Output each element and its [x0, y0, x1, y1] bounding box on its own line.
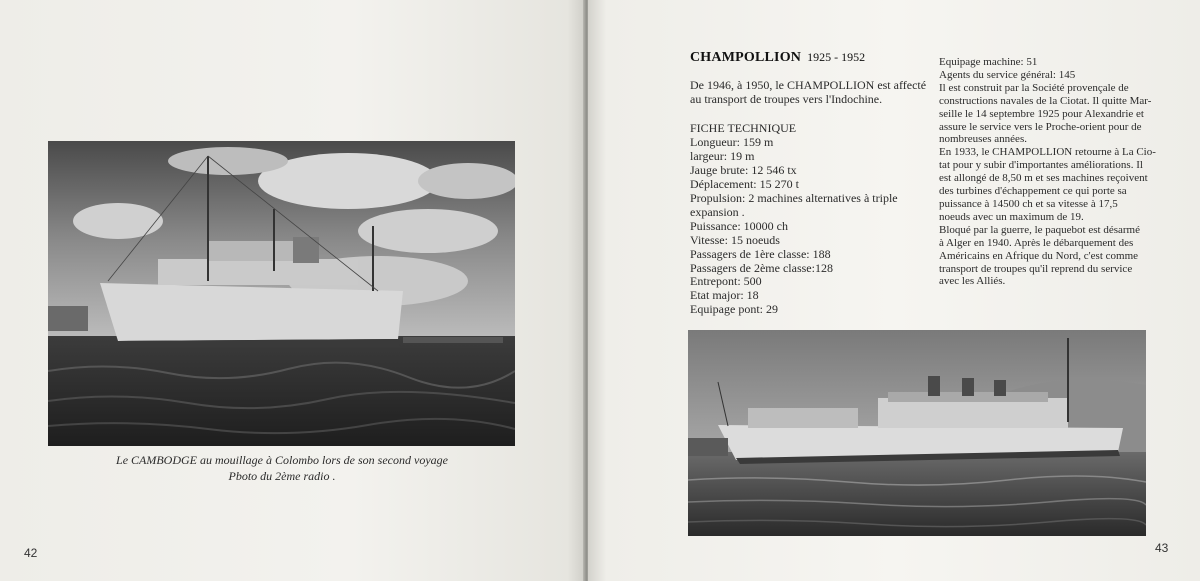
right-page: [588, 0, 1200, 581]
text-line: De 1946, à 1950, le CHAMPOLLION est affecté: [690, 78, 927, 92]
page-number-right: 43: [1155, 541, 1169, 555]
fiche-line: Propulsion: 2 machines alternatives à triple: [690, 190, 898, 205]
fiche-line: Etat major: 18: [690, 288, 759, 303]
text-line: nombreuses années.: [939, 133, 1027, 146]
page-number-left: 42: [24, 546, 38, 560]
technical-sheet: [690, 122, 898, 317]
article-heading: [690, 48, 865, 66]
text-line: seille le 14 septembre 1925 pour Alexandrie et: [939, 107, 1144, 120]
fiche-line: expansion .: [690, 204, 745, 219]
text-line: au transport de troupes vers l'Indochine.: [690, 92, 883, 107]
fiche-line: Jauge brute: 12 546 tx: [690, 162, 797, 177]
fiche-line: largeur: 19 m: [690, 148, 755, 163]
text-line: Américains en Afrique du Nord, c'est comme: [939, 249, 1139, 262]
text-line: Bloqué par la guerre, le paquebot est désarmé: [939, 223, 1140, 236]
intro-paragraph: [690, 78, 926, 107]
caption-line: Le CAMBODGE au mouillage à Colombo lors de son second voyage: [116, 453, 448, 467]
fiche-line: Equipage pont: 29: [690, 302, 778, 317]
ship-years: 1925 - 1952: [807, 50, 866, 64]
ship-title: CHAMPOLLION: [690, 50, 802, 65]
text-line: tat pour y subir d'importantes améliorations. Il: [939, 159, 1143, 172]
text-line: assure le service vers le Proche-orient pour de: [939, 120, 1142, 133]
fiche-line: Déplacement: 15 270 t: [690, 176, 799, 191]
fiche-heading: FICHE TECHNIQUE: [690, 121, 797, 135]
text-line: à Alger en 1940. Après le débarquement des: [939, 236, 1134, 249]
history-column: [939, 56, 1195, 288]
champollion-ship-photo: [688, 330, 1146, 536]
text-line: des turbines d'échappement ce qui porte sa: [939, 185, 1127, 198]
text-line: Il est construit par la Société provençale de: [939, 81, 1129, 94]
photo-caption: [48, 452, 516, 484]
text-line: transport de troupes qu'il reprend du service: [939, 262, 1133, 275]
fiche-line: Puissance: 10000 ch: [690, 218, 788, 233]
caption-line: Pboto du 2ème radio .: [228, 469, 336, 483]
fiche-line: Passagers de 2ème classe:128: [690, 260, 833, 275]
left-page: [0, 0, 585, 581]
fiche-line: Vitesse: 15 noeuds: [690, 232, 780, 247]
text-line: puissance à 14500 ch et sa vitesse à 17,5: [939, 197, 1118, 210]
text-line: constructions navales de la Ciotat. Il quitte Mar-: [939, 94, 1152, 107]
fiche-line: Passagers de 1ère classe: 188: [690, 246, 831, 261]
text-line: est allongé de 8,50 m et ses machines reçoivent: [939, 172, 1148, 185]
cambodge-ship-photo: [48, 141, 515, 446]
fiche-line: Longueur: 159 m: [690, 134, 774, 149]
text-line: Agents du service général: 145: [939, 68, 1076, 81]
fiche-line: Entrepont: 500: [690, 274, 762, 289]
text-line: Equipage machine: 51: [939, 56, 1038, 68]
text-line: avec les Alliés.: [939, 275, 1006, 288]
text-line: En 1933, le CHAMPOLLION retourne à La Cio-: [939, 146, 1156, 159]
text-line: noeuds avec un maximum de 19.: [939, 210, 1084, 223]
